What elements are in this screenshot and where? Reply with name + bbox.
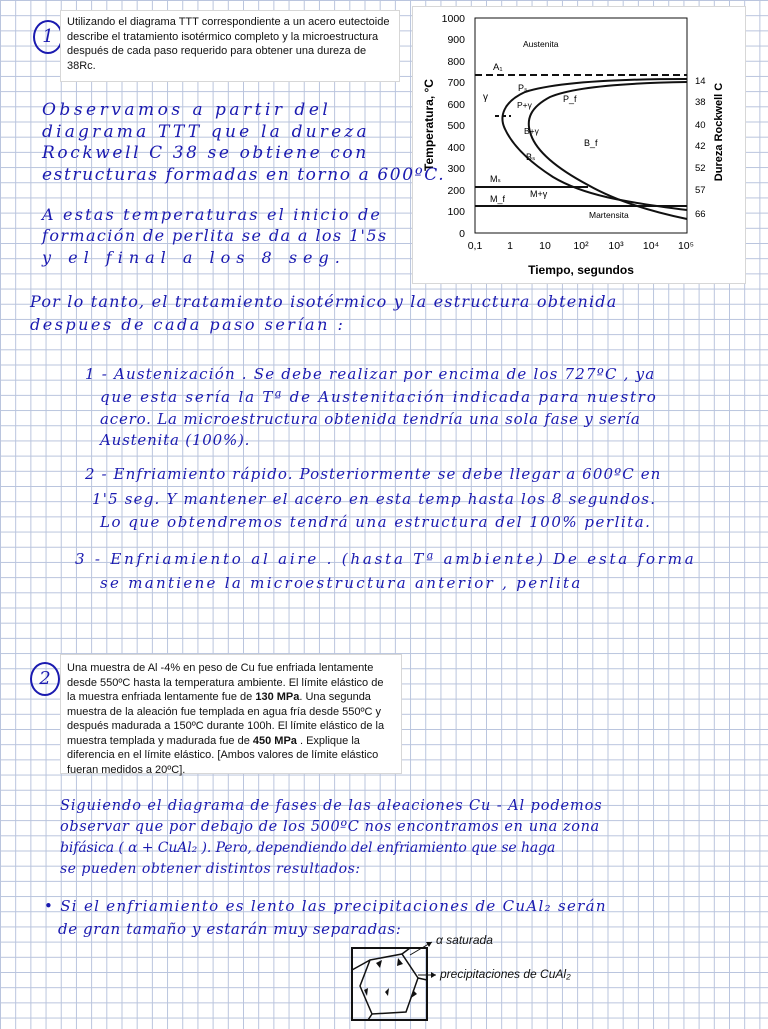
hw1-line6: formación de perlita se da a los 1'5s — [42, 226, 388, 245]
precipitate — [376, 960, 382, 968]
ytick-400: 400 — [447, 142, 465, 154]
hw1-step1d: Austenita (100%). — [100, 431, 251, 449]
ytick-800: 800 — [447, 56, 465, 68]
hw1-step2b: 1'5 seg. Y mantener el acero en esta temp hasta los 8 segundos. — [92, 490, 657, 508]
hardness-52: 52 — [695, 163, 706, 174]
ytick-300: 300 — [447, 163, 465, 175]
xtick-10: 10 — [539, 240, 551, 252]
label-austenita: Austenita — [523, 39, 559, 49]
hw1-step1a: 1 - Austenización . Se debe realizar por encima de los 727ºC , ya — [85, 365, 656, 383]
ytick-500: 500 — [447, 120, 465, 132]
label-bs: Bₛ — [526, 152, 536, 162]
label-bf: B_f — [584, 138, 598, 148]
hw2-bullet1b: de gran tamaño y estarán muy separadas: — [58, 920, 402, 938]
problem-2-statement-1: Una muestra de Al -4% en peso de Cu fue enfriada lentamente desde 550ºC hasta la temperatura ambiente. El límite elástico de la muestra enfriada lentamente fue de — [67, 662, 384, 703]
hw2-line4: se pueden obtener distintos resultados: — [60, 861, 361, 877]
problem-2-statement-3: . Explique la diferencia en el límite elástico. [Ambos valores de límite elástico fueran medidos a 20ºC]. — [67, 734, 379, 776]
ytick-0: 0 — [459, 228, 465, 240]
hardness-40: 40 — [695, 120, 706, 131]
hardness-57: 57 — [695, 185, 706, 196]
xtick-100000: 10⁵ — [677, 240, 695, 252]
hw2-line2: observar que por debajo de los 500ºC nos encontramos en una zona — [60, 819, 600, 835]
ttt-diagram — [412, 6, 746, 284]
value-130-mpa: 130 MPa — [255, 691, 300, 703]
label-mf: M_f — [490, 194, 506, 204]
label-a1: A₁ — [493, 62, 503, 73]
ytick-200: 200 — [447, 185, 465, 197]
hw1-step3b: se mantiene la microestructura anterior , perlita — [100, 574, 583, 592]
precipitate — [397, 958, 403, 966]
hw1-line3: Rockwell C 38 se obtiene con — [42, 143, 369, 163]
hw1-step2c: Lo que obtendremos tendrá una estructura del 100% perlita. — [100, 513, 652, 531]
plot-frame — [475, 18, 687, 233]
label-pf: P_f — [563, 94, 577, 104]
ytick-600: 600 — [447, 99, 465, 111]
label-alpha-saturada: α saturada — [436, 933, 493, 947]
label-b-gamma: B+γ — [524, 126, 539, 136]
hw1-step2a: 2 - Enfriamiento rápido. Posteriormente se debe llegar a 600ºC en — [85, 465, 662, 483]
label-p-gamma: P+γ — [517, 100, 532, 110]
hw1-line7: y el final a los 8 seg. — [42, 248, 346, 267]
hw2-line3: bifásica ( α + CuAl₂ ). Pero, dependiendo del enfriamiento que se haga — [60, 840, 556, 856]
hw1-line1: Observamos a partir del — [42, 100, 332, 120]
xtick-100: 10² — [573, 240, 589, 252]
hw1-line4: estructuras formadas en torno a 600ºC. — [42, 165, 446, 185]
xtick-1000: 10³ — [608, 240, 624, 252]
hw2-bullet1a: • Si el enfriamiento es lento las precipitaciones de CuAl₂ serán — [44, 897, 607, 915]
ttt-chart — [413, 7, 745, 283]
ytick-100: 100 — [447, 206, 465, 218]
ytick-1000: 1000 — [441, 13, 465, 25]
label-ms: Mₛ — [490, 174, 501, 184]
hw1-line8: Por lo tanto, el tratamiento isotérmico y la estructura obtenida — [30, 292, 618, 311]
problem-2-number: 2 — [30, 662, 60, 696]
microstructure-sketch — [340, 930, 760, 1024]
ytick-700: 700 — [447, 77, 465, 89]
hw1-step1b: que esta sería la Tª de Austenitación indicada para nuestro — [100, 388, 658, 406]
problem-1-statement-box — [60, 10, 400, 82]
problem-1-number: 1 — [33, 20, 63, 54]
precipitate — [364, 988, 368, 996]
hw1-line5: A estas temperaturas el inicio de — [42, 205, 383, 224]
label-m-gamma: M+γ — [530, 189, 548, 199]
ytick-900: 900 — [447, 34, 465, 46]
hardness-14: 14 — [695, 76, 706, 87]
hardness-42: 42 — [695, 141, 706, 152]
label-gamma: γ — [483, 92, 488, 103]
y-ticks — [442, 13, 466, 240]
xtick-1: 1 — [507, 240, 513, 252]
xtick-10000: 10⁴ — [642, 240, 660, 252]
hw1-line2: diagrama TTT que la dureza — [42, 122, 370, 142]
problem-1-statement: Utilizando el diagrama TTT correspondiente a un acero eutectoide describe el tratamiento isotérmico completo y la microestructura después de cada paso requerido para obtener una dureza de 38Rc. — [67, 16, 390, 72]
label-martensita: Martensita — [589, 210, 629, 220]
value-450-mpa: 450 MPa — [252, 734, 297, 747]
grain-boundary — [360, 954, 418, 1014]
hardness-38: 38 — [695, 97, 706, 108]
right-axis-label: Dureza Rockwell C — [713, 82, 725, 182]
hw1-step3a: 3 - Enfriamiento al aire . (hasta Tª ambiente) De esta forma — [75, 550, 697, 568]
label-ps: Pₛ — [518, 83, 528, 93]
hw1-line9: despues de cada paso serían : — [30, 315, 346, 334]
precipitate — [385, 988, 389, 996]
problem-2-statement-2: . Una segunda muestra de la aleación fue templada en agua fría desde 550ºC y después madurada a 150ºC durante 100h. El límite elástico de la muestra templada y madurada fue de — [67, 691, 385, 747]
hw1-step1c: acero. La microestructura obtenida tendría una sola fase y sería — [100, 410, 641, 428]
x-axis-label: Tiempo, segundos — [528, 263, 634, 277]
problem-2-statement-box — [60, 654, 402, 774]
label-precipitaciones: precipitaciones de CuAl₂ — [440, 967, 571, 981]
y-axis-label: Temperatura, °C — [422, 79, 436, 171]
xtick-0.1: 0,1 — [467, 240, 483, 252]
hardness-66: 66 — [695, 209, 706, 220]
hw2-line1: Siguiendo el diagrama de fases de las aleaciones Cu - Al podemos — [60, 798, 603, 814]
